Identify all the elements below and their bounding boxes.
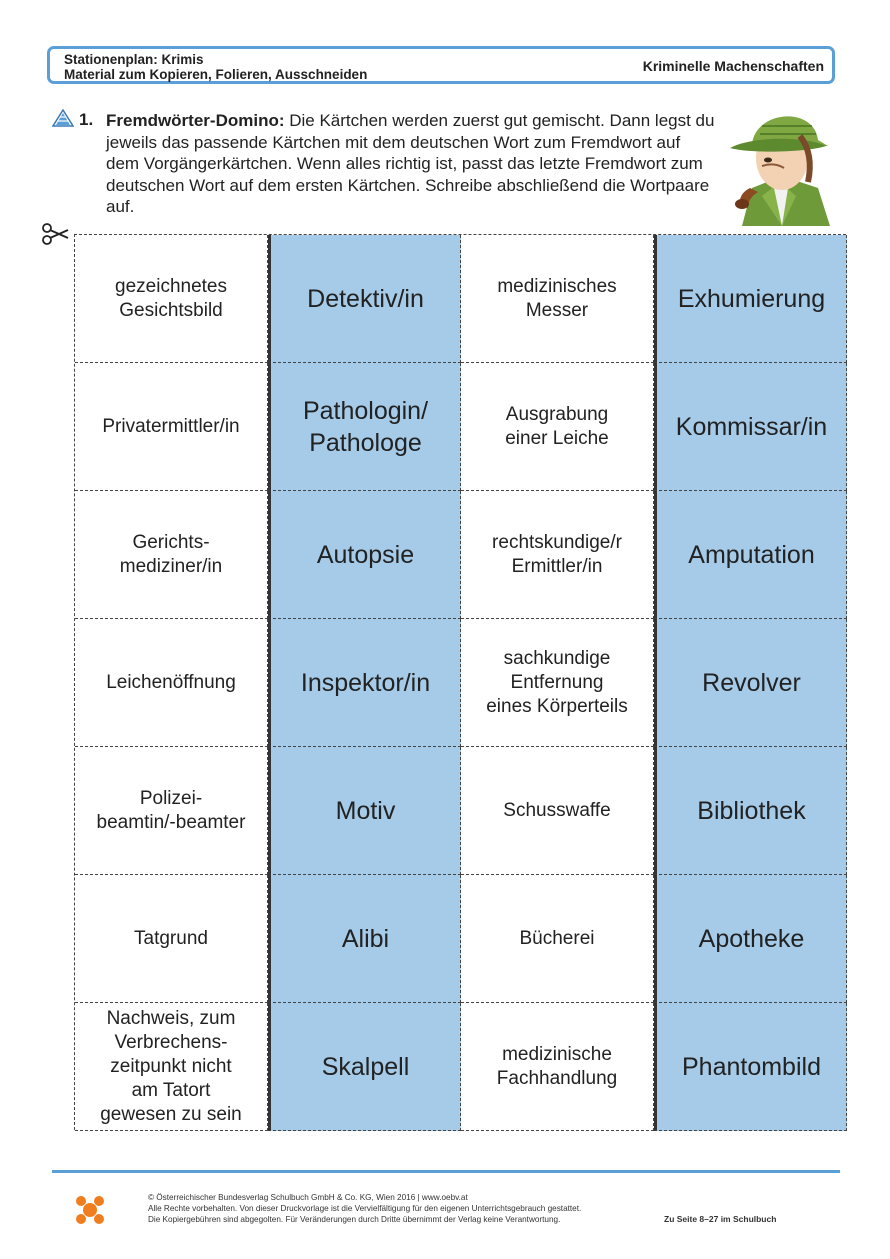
card-german: Bücherei <box>461 875 654 1003</box>
detective-illustration <box>722 96 838 228</box>
task-title: Fremdwörter-Domino: <box>106 111 285 130</box>
card-foreign: Skalpell <box>268 1003 461 1131</box>
card-german: rechtskundige/r Ermittler/in <box>461 491 654 619</box>
header-line-2: Material zum Kopieren, Folieren, Ausschneiden <box>64 67 368 82</box>
task-instructions <box>106 110 716 218</box>
card-foreign: Autopsie <box>268 491 461 619</box>
task-number: 1. <box>79 110 94 129</box>
scissors-icon <box>40 222 70 246</box>
card-foreign: Alibi <box>268 875 461 1003</box>
card-foreign: Pathologin/ Pathologe <box>268 363 461 491</box>
card-foreign: Apotheke <box>654 875 847 1003</box>
card-german: Leichenöffnung <box>75 619 268 747</box>
card-german: Schusswaffe <box>461 747 654 875</box>
card-german: medizinisches Messer <box>461 235 654 363</box>
card-german: Gerichts- mediziner/in <box>75 491 268 619</box>
domino-grid <box>74 234 846 1130</box>
card-german: Tatgrund <box>75 875 268 1003</box>
header-title <box>64 52 367 82</box>
footer-line-2: Alle Rechte vorbehalten. Von dieser Druckvorlage ist die Vervielfältigung für den eigenen Unterrichtsgebrauch gestattet. <box>148 1204 582 1213</box>
card-foreign: Detektiv/in <box>268 235 461 363</box>
card-german: sachkundige Entfernung eines Körperteils <box>461 619 654 747</box>
card-foreign: Revolver <box>654 619 847 747</box>
card-german: Ausgrabung einer Leiche <box>461 363 654 491</box>
task-body: Die Kärtchen werden zuerst gut gemischt. Dann legst du jeweils das passende Kärtchen mit dem deutschen Wort zum Fremdwort auf dem Vorgängerkärtchen. Wenn alles richtig ist, passt das letzte Fremdwort zum deutschen Wort auf dem ersten Kärtchen. Schreibe abschließend die Wortpaare auf. <box>106 111 715 216</box>
card-german: Nachweis, zum Verbrechens- zeitpunkt nicht am Tatort gewesen zu sein <box>75 1003 268 1131</box>
card-german: gezeichnetes Gesichtsbild <box>75 235 268 363</box>
card-foreign: Exhumierung <box>654 235 847 363</box>
header-line-1: Stationenplan: Krimis <box>64 52 204 67</box>
card-foreign: Bibliothek <box>654 747 847 875</box>
header-box <box>47 46 835 84</box>
footer-line-3: Die Kopiergebühren sind abgegolten. Für Veränderungen durch Dritte übernimmt der Verlag keine Verantwortung. <box>148 1215 561 1224</box>
footer-copyright <box>148 1192 648 1225</box>
footer-divider <box>52 1170 840 1173</box>
card-foreign: Inspektor/in <box>268 619 461 747</box>
card-foreign: Phantombild <box>654 1003 847 1131</box>
header-topic: Kriminelle Machenschaften <box>642 58 824 74</box>
card-foreign: Motiv <box>268 747 461 875</box>
card-german: Polizei- beamtin/-beamter <box>75 747 268 875</box>
card-foreign: Amputation <box>654 491 847 619</box>
card-foreign: Kommissar/in <box>654 363 847 491</box>
card-german: Privatermittler/in <box>75 363 268 491</box>
oebv-logo-icon <box>72 1192 108 1228</box>
difficulty-pyramid-icon <box>52 109 74 127</box>
footer-page-reference: Zu Seite 8–27 im Schulbuch <box>664 1214 777 1224</box>
footer-line-1: © Österreichischer Bundesverlag Schulbuch GmbH & Co. KG, Wien 2016 | www.oebv.at <box>148 1193 468 1202</box>
card-german: medizinische Fachhandlung <box>461 1003 654 1131</box>
